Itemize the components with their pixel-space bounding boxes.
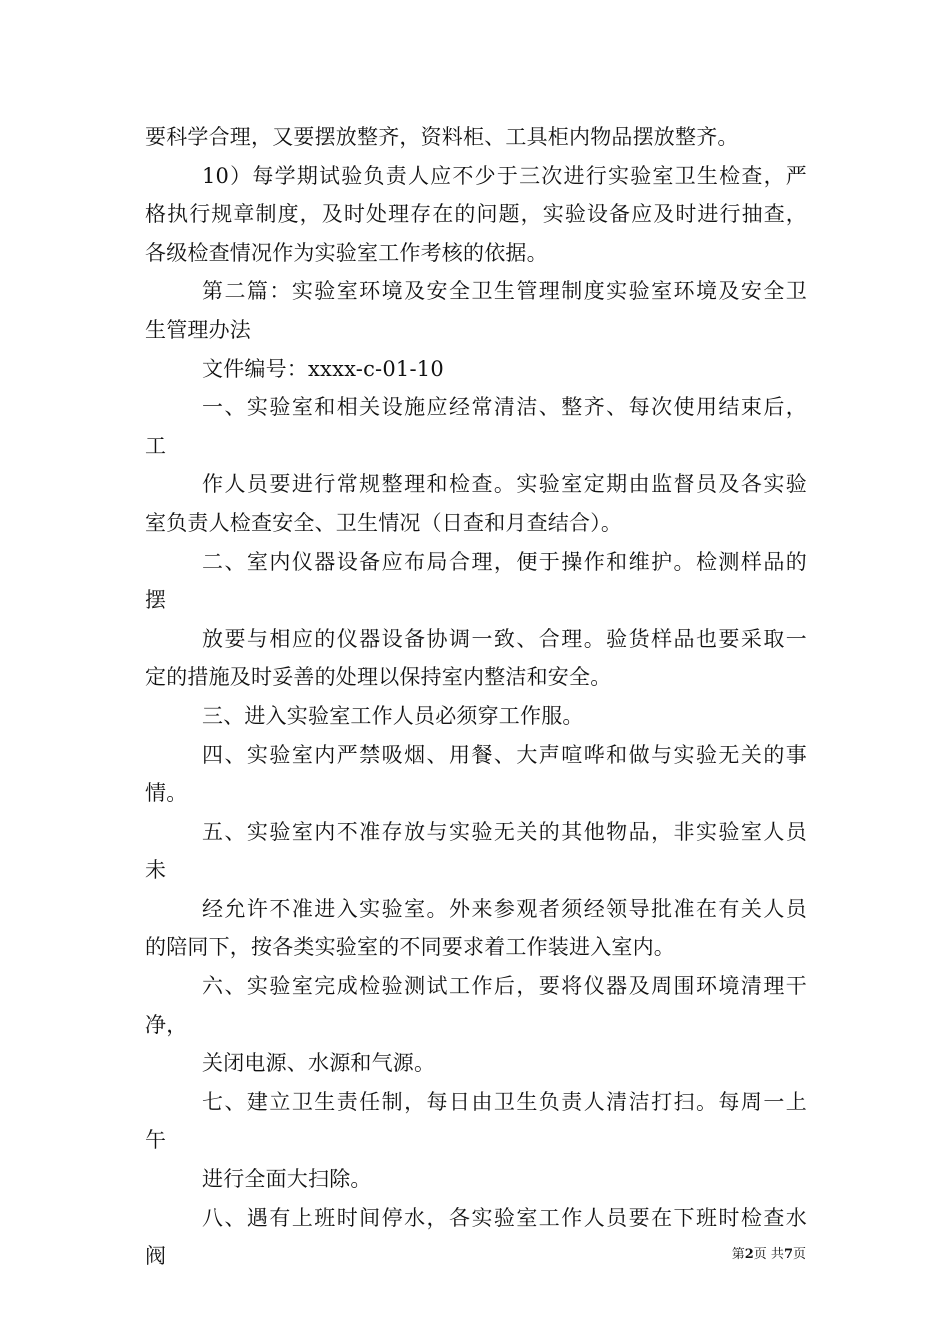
text-line: 生管理办法 [145, 317, 251, 342]
text-line: 午 [145, 1128, 167, 1153]
text-line: 作人员要进行常规整理和检查。实验室定期由监督员及各实验 [202, 472, 807, 497]
footer-suffix: 页 [792, 1247, 806, 1262]
footer-total-pages: 7 [783, 1247, 793, 1262]
text-line: 二、室内仪器设备应布局合理，便于操作和维护。检测样品的 [202, 549, 807, 574]
footer-middle: 页 共 [753, 1247, 784, 1262]
document-body [145, 118, 807, 1276]
text-line: 放要与相应的仪器设备协调一致、合理。验货样品也要采取一 [202, 626, 807, 651]
text-line: 摆 [145, 588, 167, 613]
footer-prefix: 第 [731, 1247, 745, 1262]
text-line: 情。 [145, 781, 188, 806]
text-line: 一、实验室和相关设施应经常清洁、整齐、每次使用结束后， [202, 395, 807, 420]
text-line: 净， [145, 1012, 188, 1037]
text-line: 格执行规章制度，及时处理存在的问题，实验设备应及时进行抽查， [145, 202, 807, 227]
text-line: 文件编号：xxxx-c-01-10 [202, 356, 444, 381]
text-line: 未 [145, 858, 167, 883]
text-line: 第二篇：实验室环境及安全卫生管理制度实验室环境及安全卫 [202, 279, 807, 304]
text-line: 八、遇有上班时间停水，各实验室工作人员要在下班时检查水 [202, 1205, 807, 1230]
text-line: 六、实验室完成检验测试工作后，要将仪器及周围环境清理干 [202, 974, 807, 999]
text-line: 四、实验室内严禁吸烟、用餐、大声喧哗和做与实验无关的事 [202, 742, 807, 767]
text-line: 七、建立卫生责任制，每日由卫生负责人清洁打扫。每周一上 [202, 1089, 807, 1114]
text-line: 经允许不准进入实验室。外来参观者须经领导批准在有关人员 [202, 896, 807, 921]
text-line: 定的措施及时妥善的处理以保持室内整洁和安全。 [145, 665, 612, 690]
text-line: 关闭电源、水源和气源。 [202, 1051, 436, 1076]
footer-current-page: 2 [744, 1247, 754, 1262]
text-line: 进行全面大扫除。 [202, 1167, 372, 1192]
text-line: 三、进入实验室工作人员必须穿工作服。 [202, 703, 584, 728]
text-line: 阀 [145, 1244, 167, 1269]
text-line: 要科学合理，又要摆放整齐，资料柜、工具柜内物品摆放整齐。 [145, 125, 739, 149]
text-line: 室负责人检查安全、卫生情况（日查和月查结合）。 [145, 510, 623, 535]
page-footer [732, 1246, 806, 1264]
text-line: 10）每学期试验负责人应不少于三次进行实验室卫生检查，严 [202, 163, 807, 188]
text-line: 各级检查情况作为实验室工作考核的依据。 [145, 240, 548, 265]
text-line: 工 [145, 433, 167, 458]
text-line: 五、实验室内不准存放与实验无关的其他物品，非实验室人员 [202, 819, 807, 844]
text-line: 的陪同下，按各类实验室的不同要求着工作装进入室内。 [145, 935, 675, 960]
